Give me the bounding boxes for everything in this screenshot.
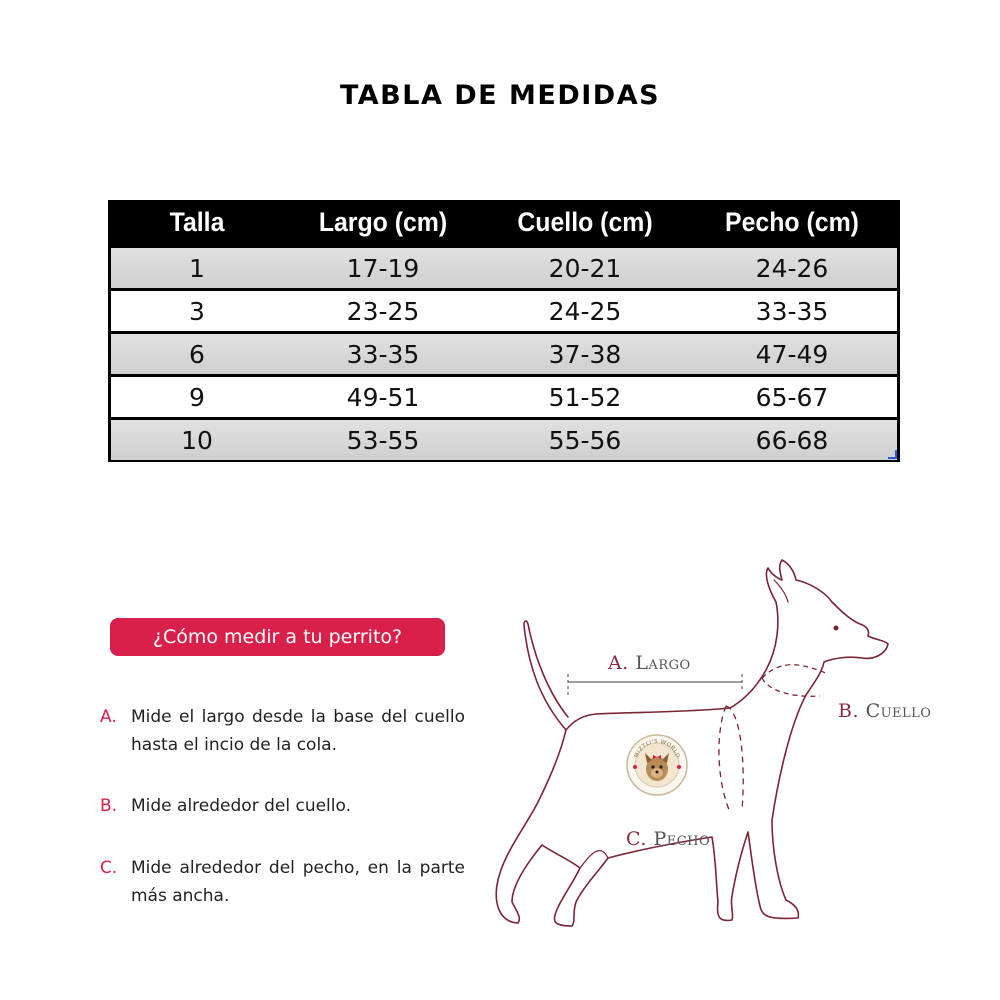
table-row [111, 291, 897, 331]
page-title: TABLA DE MEDIDAS [339, 80, 661, 111]
header-largo: Largo (cm) [318, 207, 448, 237]
label-cuello [838, 700, 931, 722]
instruction-item [100, 703, 465, 759]
label-largo-letter: A. [608, 652, 629, 674]
dog-tail-outline [524, 621, 568, 730]
cell-pecho: 24-26 [755, 253, 829, 283]
size-table [108, 200, 900, 462]
instruction-item [100, 792, 465, 820]
table-row [111, 248, 897, 288]
table-row [111, 334, 897, 374]
brand-logo-seal [625, 733, 689, 797]
cell-largo: 17-19 [346, 253, 420, 283]
cell-cuello: 24-25 [548, 296, 622, 326]
cell-largo: 49-51 [346, 382, 420, 412]
cell-talla: 1 [189, 253, 205, 283]
dog-body-outline [496, 560, 888, 926]
cuello-measure-loop [762, 665, 828, 697]
resize-corner-icon [886, 448, 898, 460]
cell-largo: 53-55 [346, 425, 420, 455]
label-largo-text: Largo [635, 652, 691, 674]
dog-measurement-illustration [480, 550, 980, 970]
instruction-letter: C. [100, 858, 118, 878]
cell-talla: 6 [189, 339, 205, 369]
header-cuello: Cuello (cm) [517, 207, 653, 237]
label-pecho-text: Pecho [653, 828, 711, 850]
cell-largo: 23-25 [346, 296, 420, 326]
cell-cuello: 37-38 [548, 339, 622, 369]
cell-largo: 33-35 [346, 339, 420, 369]
instruction-letter: B. [100, 796, 118, 816]
cell-pecho: 47-49 [755, 339, 829, 369]
cell-pecho: 65-67 [755, 382, 829, 412]
label-cuello-letter: B. [838, 700, 860, 722]
logo-text: MIZTLI'S WORLD [633, 738, 681, 760]
cell-cuello: 51-52 [548, 382, 622, 412]
header-talla: Talla [169, 207, 225, 237]
label-pecho-letter: C. [626, 828, 647, 850]
instruction-text: Mide el largo desde la base del cuello hasta el incio de la cola. [131, 707, 465, 755]
table-header [111, 200, 897, 245]
cell-talla: 9 [189, 382, 205, 412]
instruction-text: Mide alrededor del cuello. [131, 796, 352, 816]
label-largo [608, 652, 691, 674]
cell-cuello: 55-56 [548, 425, 622, 455]
pecho-measure-ellipse [719, 706, 743, 812]
how-to-measure-badge: ¿Cómo medir a tu perrito? [110, 618, 445, 656]
label-pecho [626, 828, 710, 850]
instruction-letter: A. [100, 707, 117, 727]
cell-pecho: 66-68 [755, 425, 829, 455]
table-row [111, 377, 897, 417]
cell-cuello: 20-21 [548, 253, 622, 283]
header-pecho: Pecho (cm) [725, 207, 859, 237]
cell-pecho: 33-35 [755, 296, 829, 326]
table-row [111, 420, 897, 460]
instruction-text: Mide alrededor del pecho, en la parte más ancha. [131, 858, 465, 906]
cell-talla: 3 [189, 296, 205, 326]
label-cuello-text: Cuello [865, 700, 932, 722]
cell-talla: 10 [181, 425, 213, 455]
largo-measure-line [568, 674, 742, 696]
instruction-item [100, 854, 465, 910]
